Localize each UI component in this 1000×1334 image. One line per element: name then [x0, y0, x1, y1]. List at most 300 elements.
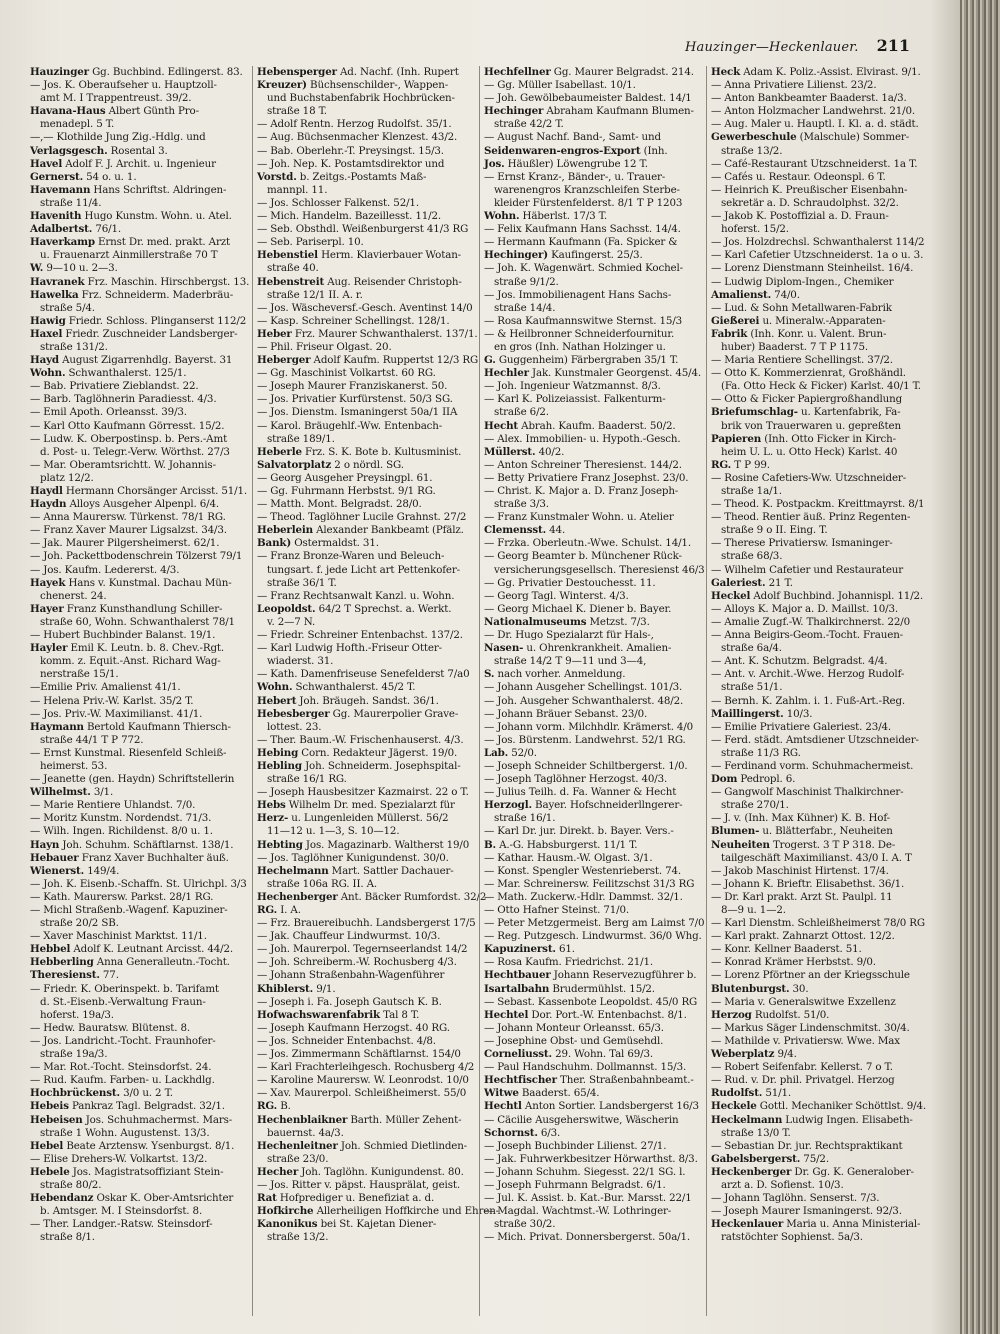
directory-entry-line: — Jos. Taglöhner Kunigundenst. 30/0. — [257, 851, 449, 864]
directory-entry-line: — Bab. Privatiere Zieblandst. 22. — [30, 380, 199, 393]
directory-entry-line: Kreuzer) Büchsenschilder-, Wappen- — [257, 79, 449, 92]
directory-entry-line: komm. z. Equit.-Anst. Richard Wag- — [40, 655, 221, 668]
directory-entry-line: — Kathar. Hausm.-W. Olgast. 3/1. — [484, 851, 653, 864]
directory-entry-line: Hechler Jak. Kunstmaler Georgenst. 45/4. — [484, 367, 702, 380]
directory-entry-line: — Jos. Wäscheversf.-Gesch. Aventinst 14/0 — [257, 301, 473, 314]
directory-entry-line: ratstöchter Sophienst. 5a/3. — [721, 1231, 863, 1244]
directory-entry-line: straße 20/2 SB. — [40, 917, 119, 930]
directory-entry-line: — Rosa Kaufm. Friedrichst. 21/1. — [484, 956, 654, 969]
directory-entry-line: Hechenleitner Joh. Schmied Dietlinden- — [257, 1139, 468, 1152]
directory-entry-line: Nasen- u. Ohrenkrankheit. Amalien- — [484, 642, 672, 655]
directory-entry-line: — Joseph Buchbinder Lilienst. 27/1. — [484, 1139, 667, 1152]
directory-entry-line: — Jakob Maschinist Hirtenst. 17/4. — [711, 864, 889, 877]
directory-entry-line: straße 36/1 T. — [267, 576, 337, 589]
directory-entry-line: Hochbrückenst. 3/0 u. 2 T. — [30, 1087, 173, 1100]
directory-entry-line: — Friedr. K. Oberinspekt. b. Tarifamt — [30, 982, 219, 995]
directory-entry-line: — Bab. Oberlehr.-T. Preysingst. 15/3. — [257, 144, 444, 157]
directory-entry-line: — Franz Bronze-Waren und Beleuch- — [257, 550, 445, 563]
column-2 — [252, 66, 499, 1316]
directory-entry-line: — Betty Privatiere Franz Josephst. 23/0. — [484, 471, 689, 484]
directory-entry-line: — Maria v. Generalswitwe Exzellenz — [711, 995, 896, 1008]
directory-entry-line: straße 80/2. — [40, 1178, 102, 1191]
directory-entry-line: Hebel Beate Arztensw. Ysenburgst. 8/1. — [30, 1139, 235, 1152]
directory-entry-line: und Buchstabenfabrik Hochbrücken- — [267, 92, 455, 105]
directory-entry-line: Hebesberger Gg. Maurerpolier Grave- — [257, 707, 459, 720]
directory-entry-line: Heckenberger Dr. Gg. K. Generalober- — [711, 1165, 914, 1178]
directory-entry-line: — Peter Metzgermeist. Berg am Laimst 7/0 — [484, 917, 705, 930]
directory-entry-line: — Maria Rentiere Schellingst. 37/2. — [711, 354, 893, 367]
directory-entry-line: — Rud. v. Dr. phil. Privatgel. Herzog — [711, 1074, 895, 1087]
directory-entry-line: platz 12/2. — [40, 471, 94, 484]
directory-entry-line: — Joseph Taglöhner Herzogst. 40/3. — [484, 773, 668, 786]
directory-entry-line: — Konr. Kellner Baaderst. 51. — [711, 943, 862, 956]
directory-entry-line: straße 42/2 T. — [494, 118, 564, 131]
directory-entry-line: Hofwachswarenfabrik Tal 8 T. — [257, 1008, 420, 1021]
directory-entry-line: Herzog Rudolfst. 51/0. — [711, 1008, 830, 1021]
directory-entry-line: Leopoldst. 64/2 T Sprechst. a. Werkt. — [257, 602, 452, 615]
directory-entry-line: Havana-Haus Albert Günth Pro- — [30, 105, 199, 118]
directory-entry-line: — Joseph Maurer Franziskanerst. 50. — [257, 380, 448, 393]
directory-entry-line: Hebs Wilhelm Dr. med. Spezialarzt für — [257, 799, 455, 812]
directory-entry-line: Neuheiten Trogerst. 3 T P 318. De- — [711, 838, 896, 851]
directory-entry-line: — Gg. Maschinist Volkartst. 60 RG. — [257, 367, 436, 380]
directory-entry-line: sekretär a. D. Schraudolphst. 32/2. — [721, 196, 899, 209]
directory-entry-line: — Emilie Privatiere Galeriest. 23/4. — [711, 720, 892, 733]
directory-entry-line: — Michl Straßenb.-Wagenf. Kapuziner- — [30, 904, 228, 916]
directory-entry-line: — Joseph Kaufmann Herzogst. 40 RG. — [257, 1021, 450, 1034]
directory-entry-line: Heckel Adolf Buchbind. Johannispl. 11/2. — [711, 589, 924, 602]
directory-entry-line: — Mathilde v. Privatiersw. Wwe. Max — [711, 1034, 900, 1047]
directory-entry-line: — Ther. Baum.-W. Frischenhauserst. 4/3. — [257, 733, 464, 746]
directory-entry-line: RG. I. A. — [257, 904, 301, 916]
directory-entry-line: — Theod. K. Postpackm. Kreittmayrst. 8/1 — [711, 498, 925, 511]
directory-entry-line: lottest. 23. — [267, 720, 322, 733]
directory-columns — [30, 66, 925, 1316]
directory-entry-line: — Jos. Priv.-W. Maximilianst. 41/1. — [30, 707, 203, 720]
directory-entry-line: Bank) Ostermaldst. 31. — [257, 537, 379, 550]
directory-entry-line: — Johann Taglöhn. Senserst. 7/3. — [711, 1192, 880, 1205]
directory-entry-line: Heberger Adolf Kaufm. Ruppertst 12/3 RG — [257, 354, 479, 367]
directory-entry-line: tungsart. f. jede Licht art Pettenkofer- — [267, 563, 460, 576]
directory-entry-line: — Rud. Kaufm. Farben- u. Lackhdlg. — [30, 1074, 215, 1087]
directory-entry-line: Herzogl. Bayer. Hofschneiderllngerer- — [484, 799, 683, 812]
directory-entry-line: — Franz Xaver Maurer Ligsalzst. 34/3. — [30, 524, 227, 537]
directory-entry-line: Papieren (Inh. Otto Ficker in Kirch- — [711, 432, 896, 445]
directory-entry-line: versicherungsgesellsch. Theresienst 46/3 — [494, 563, 705, 576]
directory-entry-line: kleider Fürstenfelderst. 8/1 T P 1203 — [494, 196, 683, 209]
directory-entry-line: S. nach vorher. Anmeldung. — [484, 668, 626, 681]
directory-entry-line: Gabelsbergerst. 75/2. — [711, 1152, 829, 1165]
directory-entry-line: straße 44/1 T P 772. — [40, 733, 144, 746]
directory-entry-line: — Cäcilie Ausgeherswitwe, Wäscherin — [484, 1113, 679, 1126]
directory-entry-line: Heck Adam K. Poliz.-Assist. Elvirast. 9/1. — [711, 66, 921, 78]
directory-entry-line: Hebting Jos. Magazinarb. Waltherst 19/0 — [257, 838, 470, 851]
directory-entry-line: — Ernst Kunstmal. Riesenfeld Schleiß- — [30, 746, 227, 759]
directory-entry-line: — Lorenz Pförtner an der Kriegsschule — [711, 969, 910, 982]
directory-entry-line: Wienerst. 149/4. — [30, 864, 120, 877]
directory-entry-line: Herz- u. Lungenleiden Müllerst. 56/2 — [257, 812, 449, 825]
directory-entry-line: straße 16/1 RG. — [267, 773, 347, 786]
directory-entry-line: Isartalbahn Brudermühlst. 15/2. — [484, 982, 655, 995]
column-4 — [706, 66, 925, 1316]
directory-entry-line: straße 13/2. — [267, 1231, 329, 1244]
directory-entry-line: Hebauer Franz Xaver Buchhalter äuß. — [30, 851, 229, 864]
directory-entry-line: — Karl Cafetier Utzschneiderst. 1a o u. 3. — [711, 249, 924, 262]
directory-entry-line: heimerst. 53. — [40, 759, 108, 772]
directory-entry-line: — Mich. Privat. Donnersbergerst. 50a/1. — [484, 1231, 691, 1244]
directory-entry-line: straße 51/1. — [721, 681, 783, 694]
directory-entry-line: Fabrik (Inh. Konr. u. Valent. Brun- — [711, 327, 887, 340]
directory-entry-line: u. Frauenarzt Ainmillerstraße 70 T — [40, 249, 218, 262]
directory-entry-line: —,— Klothilde Jung Zig.-Hdlg. und — [30, 131, 206, 144]
directory-entry-line: Theresienst. 77. — [30, 969, 119, 982]
directory-entry-line: Hebenstiel Herm. Klavierbauer Wotan- — [257, 249, 462, 262]
directory-entry-line: — Hermann Kaufmann (Fa. Spicker & — [484, 236, 678, 249]
directory-entry-line: — Theod. Rentier äuß. Prinz Regenten- — [711, 511, 911, 524]
directory-entry-line: — Franz Rechtsanwalt Kanzl. u. Wohn. — [257, 589, 455, 602]
directory-entry-line: straße 270/1. — [721, 799, 789, 812]
directory-entry-line: — Theod. Taglöhner Lucile Grahnst. 27/2 — [257, 511, 467, 524]
directory-entry-line: — Marie Rentiere Uhlandst. 7/0. — [30, 799, 196, 812]
directory-entry-line: Hechenblaikner Barth. Müller Zehent- — [257, 1113, 462, 1126]
directory-entry-line: Rat Hofprediger u. Benefiziat a. d. — [257, 1192, 435, 1205]
directory-entry-line: straße 30/2. — [494, 1218, 556, 1231]
directory-entry-line: Wohn. Schwanthalerst. 125/1. — [30, 367, 187, 380]
directory-entry-line: warenengros Kranzschleifen Sterbe- — [494, 183, 680, 196]
directory-entry-line: straße 68/3. — [721, 550, 783, 563]
directory-entry-line: — Mar. Oberamtsrichtt. W. Johannis- — [30, 458, 216, 471]
directory-entry-line: — J. v. (Inh. Max Kühner) K. B. Hof- — [711, 812, 890, 825]
directory-entry-line: Seidenwaren-engros-Export (Inh. — [484, 144, 668, 157]
directory-entry-line: Hebendanz Oskar K. Ober-Amtsrichter — [30, 1192, 234, 1205]
directory-entry-line: — Jul. K. Assist. b. Kat.-Bur. Marsst. 22/1 — [484, 1192, 692, 1205]
directory-entry-line: — Jos. Holzdrechsl. Schwanthalerst 114/2 — [711, 236, 925, 249]
directory-entry-line: — Markus Säger Lindenschmitst. 30/4. — [711, 1021, 910, 1034]
directory-entry-line: — Karl Ludwig Hofth.-Friseur Otter- — [257, 642, 442, 655]
directory-entry-line: Hebeis Pankraz Tagl. Belgradst. 32/1. — [30, 1100, 225, 1113]
directory-entry-line: — Reg. Putzgesch. Lindwurmst. 36/0 Whg. — [484, 930, 702, 943]
directory-entry-line: — Jeanette (gen. Haydn) Schriftstellerin — [30, 773, 235, 786]
directory-entry-line: Hechtl Anton Sortier. Landsbergerst 16/3 — [484, 1100, 699, 1113]
directory-entry-line: Hayek Hans v. Kunstmal. Dachau Mün- — [30, 576, 232, 589]
directory-entry-line: — Mar. Rot.-Tocht. Steinsdorfst. 24. — [30, 1061, 212, 1074]
running-head: Hauzinger—Heckenlauer. — [684, 40, 859, 55]
directory-entry-line: Witwe Baaderst. 65/4. — [484, 1087, 600, 1100]
directory-entry-line: straße 12/1 II. A. r. — [267, 288, 363, 301]
directory-entry-line: — Georg Tagl. Winterst. 4/3. — [484, 589, 629, 602]
directory-entry-line: — Aug. Maler u. Hauptl. I. Kl. a. d. städt. — [711, 118, 919, 131]
directory-entry-line: straße 19a/3. — [40, 1048, 108, 1061]
directory-entry-line: — Friedr. Schreiner Entenbachst. 137/2. — [257, 629, 463, 642]
directory-entry-line: — Ther. Landger.-Ratsw. Steinsdorf- — [30, 1218, 213, 1231]
directory-entry-line: Schornst. 6/3. — [484, 1126, 561, 1139]
directory-entry-line: — Anna Maurersw. Türkenst. 78/1 RG. — [30, 511, 226, 524]
directory-entry-line: Hechtbauer Johann Reservezugführer b. — [484, 969, 697, 982]
directory-entry-line: — Joh. Maurerpol. Tegernseerlandst 14/2 — [257, 943, 468, 956]
directory-entry-line: Hechfellner Gg. Maurer Belgradst. 214. — [484, 66, 694, 78]
directory-entry-line: tailgeschäft Maximilianst. 43/0 I. A. T — [721, 851, 912, 864]
directory-entry-line: straße 60, Wohn. Schwanthalerst 78/1 — [40, 615, 235, 628]
directory-entry-line: — Robert Seifenfabr. Kellerst. 7 o T. — [711, 1061, 893, 1074]
directory-entry-line: straße 14/4. — [494, 301, 556, 314]
directory-entry-line: — Anna Beigirs-Geom.-Tocht. Frauen- — [711, 629, 904, 642]
directory-entry-line: Hayer Franz Kunsthandlung Schiller- — [30, 602, 223, 615]
directory-entry-line: — Anton Schreiner Theresienst. 144/2. — [484, 458, 682, 471]
directory-entry-line: Hauzinger Gg. Buchbind. Edlingerst. 83. — [30, 66, 243, 78]
directory-entry-line: Hebling Joh. Schneiderm. Josephspital- — [257, 759, 461, 772]
directory-entry-line: Hechelmann Mart. Sattler Dachauer- — [257, 864, 454, 877]
directory-entry-line: Heber Frz. Maurer Schwanthalerst. 137/1. — [257, 327, 478, 340]
directory-entry-line: — Alloys K. Major a. D. Maillst. 10/3. — [711, 602, 899, 615]
directory-entry-line: straße 40. — [267, 262, 319, 275]
directory-entry-line: straße 8/1. — [40, 1231, 95, 1244]
directory-entry-line: — Christ. K. Major a. D. Franz Joseph- — [484, 485, 679, 497]
directory-entry-line: 8—9 u. 1—2. — [721, 904, 786, 916]
directory-entry-line: — Elise Drehers-W. Volkartst. 13/2. — [30, 1152, 208, 1165]
directory-entry-line: — Jak. Maurer Pilgersheimerst. 62/1. — [30, 537, 220, 550]
directory-entry-line: Heberlein Alexander Bankbeamt (Pfälz. — [257, 524, 464, 537]
directory-entry-line: — Ernst Kranz-, Bänder-, u. Trauer- — [484, 170, 666, 183]
directory-entry-line: — Anton Bankbeamter Baaderst. 1a/3. — [711, 92, 907, 105]
directory-entry-line: — Karol. Bräugehlf.-Ww. Entenbach- — [257, 419, 443, 432]
directory-entry-line: — Georg Michael K. Diener b. Bayer. — [484, 602, 672, 615]
directory-entry-line: Hebensperger Ad. Nachf. (Inh. Rupert — [257, 66, 459, 78]
book-spine-edge — [960, 0, 1000, 1334]
directory-entry-line: Hechtfischer Ther. Straßenbahnbeamt.- — [484, 1074, 694, 1087]
directory-entry-line: — Heinrich K. Preußischer Eisenbahn- — [711, 183, 908, 196]
directory-entry-line: — Jak. Fuhrwerkbesitzer Hörwarthst. 8/3. — [484, 1152, 698, 1165]
directory-entry-line: — Emil Apoth. Orleansst. 39/3. — [30, 406, 187, 419]
directory-entry-line: — Ant. v. Archit.-Wwe. Herzog Rudolf- — [711, 668, 905, 681]
directory-entry-line: — Adolf Rentn. Herzog Rudolfst. 35/1. — [257, 118, 452, 131]
directory-entry-line: — Joh. Nep. K. Postamtsdirektor und — [257, 157, 445, 170]
directory-entry-line: Blutenburgst. 30. — [711, 982, 809, 995]
directory-entry-line: — Wilhelm Cafetier und Restaurateur — [711, 563, 904, 576]
directory-entry-line: Hayler Emil K. Leutn. b. 8. Chev.-Rgt. — [30, 642, 225, 655]
directory-entry-line: Nationalmuseums Metzst. 7/3. — [484, 615, 650, 628]
directory-entry-line: — Karl Dr. jur. Direkt. b. Bayer. Vers.- — [484, 825, 674, 838]
directory-entry-line: — Joh. Schreiberm.-W. Rochusberg 4/3. — [257, 956, 457, 969]
directory-entry-line: — Jos. Bürstenm. Landwehrst. 52/1 RG. — [484, 733, 686, 746]
directory-entry-line: en gros (Inh. Nathan Holzinger u. — [494, 340, 666, 353]
directory-entry-line: — Frzka. Oberleutn.-Wwe. Schulst. 14/1. — [484, 537, 691, 550]
directory-entry-line: — Gg. Müller Isabellast. 10/1. — [484, 79, 636, 92]
directory-entry-line: — Joh. Ingenieur Watzmannst. 8/3. — [484, 380, 661, 393]
directory-entry-line: huber) Baaderst. 7 T P 1175. — [721, 340, 869, 353]
directory-entry-line: straße 6/2. — [494, 406, 549, 419]
directory-entry-line: — Johann Monteur Orleansst. 65/3. — [484, 1021, 664, 1034]
directory-entry-line: — Sebastian Dr. jur. Rechtspraktikant — [711, 1139, 903, 1152]
directory-entry-line: straße 14/2 T 9—11 und 3—4, — [494, 655, 647, 668]
directory-entry-line: — Therese Privatiersw. Ismaninger- — [711, 537, 893, 550]
directory-entry-line: Salvatorplatz 2 o nördl. SG. — [257, 458, 404, 471]
directory-entry-line: — Joh. K. Wagenwärt. Schmied Kochel- — [484, 262, 683, 275]
directory-entry-line: Kapuzinerst. 61. — [484, 943, 575, 956]
directory-entry-line: — Julius Teilh. d. Fa. Wanner & Hecht — [484, 786, 677, 799]
directory-entry-line: Hayn Joh. Schuhm. Schäftlarnst. 138/1. — [30, 838, 234, 851]
directory-entry-line: straße 131/2. — [40, 340, 108, 353]
directory-entry-line: — Amalie Zugf.-W. Thalkirchnerst. 22/0 — [711, 615, 911, 628]
directory-entry-line: Wohn. Schwanthalerst. 45/2 T. — [257, 681, 416, 694]
directory-entry-line: — Joseph Schneider Schiltbergerst. 1/0. — [484, 759, 688, 772]
directory-entry-line: — Georg Ausgeher Preysingpl. 61. — [257, 471, 433, 484]
directory-entry-line: — Kasp. Schreiner Schellingst. 128/1. — [257, 314, 450, 327]
directory-entry-line: — Jakob K. Postoffizial a. D. Fraun- — [711, 210, 889, 223]
directory-entry-line: — & Heilbronner Schneiderfournitur. — [484, 327, 675, 340]
directory-entry-line: Kanonikus bei St. Kajetan Diener- — [257, 1218, 437, 1231]
directory-entry-line: — Ferd. städt. Amtsdiener Utzschneider- — [711, 733, 919, 746]
directory-entry-line: — Otto K. Kommerzienrat, Großhändl. — [711, 367, 906, 380]
directory-entry-line: — Karl Dienstm. Schleißheimerst 78/0 RG — [711, 917, 925, 930]
directory-entry-line: Haxel Friedr. Zuschneider Landsberger- — [30, 327, 238, 340]
directory-entry-line: straße 5/4. — [40, 301, 95, 314]
directory-entry-line: — Karl K. Polizeiassist. Falkenturm- — [484, 393, 666, 406]
directory-entry-line: — Aug. Büchsenmacher Klenzest. 43/2. — [257, 131, 458, 144]
directory-entry-line: straße 106a RG. II. A. — [267, 877, 378, 890]
directory-entry-line: Blumen- u. Blätterfabr., Neuheiten — [711, 825, 893, 838]
directory-entry-line: straße 11/4. — [40, 196, 102, 209]
directory-entry-line: — Hedw. Bauratsw. Blütenst. 8. — [30, 1021, 190, 1034]
directory-entry-line: — Xaver Maschinist Marktst. 11/1. — [30, 930, 207, 943]
directory-entry-line: — Math. Zuckerw.-Hdlr. Dammst. 32/1. — [484, 890, 683, 903]
directory-entry-line: — Franz Kunstmaler Wohn. u. Atelier — [484, 511, 674, 524]
directory-entry-line: Heckenlauer Maria u. Anna Ministerial- — [711, 1218, 921, 1231]
directory-entry-line: — Gangwolf Maschinist Thalkirchner- — [711, 786, 904, 799]
directory-entry-line: — Phil. Friseur Olgast. 20. — [257, 340, 392, 353]
directory-entry-line: — Jos. Immobilienagent Hans Sachs- — [484, 288, 672, 301]
directory-entry-line: straße 1 Wohn. Augustenst. 13/3. — [40, 1126, 210, 1139]
directory-entry-line: — Matth. Mont. Belgradst. 28/0. — [257, 498, 422, 511]
directory-entry-line: Khiblerst. 9/1. — [257, 982, 336, 995]
directory-entry-line: — Xav. Maurerpol. Schleißheimerst. 55/0 — [257, 1087, 467, 1100]
directory-entry-line: Galeriest. 21 T. — [711, 576, 793, 589]
directory-entry-line: Wohn. Häberlst. 17/3 T. — [484, 210, 607, 223]
directory-entry-line: Hechtel Dor. Port.-W. Entenbachst. 8/1. — [484, 1008, 687, 1021]
directory-entry-line: (Fa. Otto Heck & Ficker) Karlst. 40/1 T. — [721, 380, 921, 393]
directory-entry-line: straße 1a/1. — [721, 485, 782, 497]
column-1 — [30, 66, 250, 1316]
directory-entry-line: straße 189/1. — [267, 432, 335, 445]
directory-entry-line: — Jos. Zimmermann Schäftlarnst. 154/0 — [257, 1048, 461, 1061]
directory-entry-line: b. Amtsger. M. I Steinsdorfst. 8. — [40, 1205, 203, 1218]
directory-entry-line: — Moritz Kunstm. Nordendst. 71/3. — [30, 812, 212, 825]
directory-entry-line: — Hubert Buchbinder Balanst. 19/1. — [30, 629, 216, 642]
directory-entry-line: — Rosine Cafetiers-Ww. Utzschneider- — [711, 471, 907, 484]
directory-entry-line: nerstraße 15/1. — [40, 668, 119, 681]
directory-entry-line: Lab. 52/0. — [484, 746, 537, 759]
directory-entry-line: — Karl Frachterleihgesch. Rochusberg 4/2 — [257, 1061, 475, 1074]
directory-entry-line: d. Post- u. Telegr.-Verw. Wörthst. 27/3 — [40, 445, 230, 458]
directory-entry-line: Heckele Gottl. Mechaniker Schöttlst. 9/4. — [711, 1100, 927, 1113]
directory-entry-line: Briefumschlag- u. Kartenfabrik, Fa- — [711, 406, 901, 419]
directory-entry-line: Hebbel Adolf K. Leutnant Arcisst. 44/2. — [30, 943, 233, 956]
directory-entry-line: 11—12 u. 1—3, S. 10—12. — [267, 825, 400, 838]
directory-entry-line: — Felix Kaufmann Hans Sachsst. 14/4. — [484, 223, 681, 236]
directory-entry-line: Hecht Abrah. Kaufm. Baaderst. 50/2. — [484, 419, 676, 432]
directory-entry-line: straße 23/0. — [267, 1152, 329, 1165]
directory-entry-line: bauernst. 4a/3. — [267, 1126, 344, 1139]
directory-entry-line: Hebenstreit Aug. Reisender Christoph- — [257, 275, 462, 288]
directory-entry-line: — Johann Bräuer Sebanst. 23/0. — [484, 707, 648, 720]
directory-entry-line: — Lorenz Dienstmann Steinheilst. 16/4. — [711, 262, 914, 275]
directory-entry-line: Hechinger) Kaufingerst. 25/3. — [484, 249, 643, 262]
directory-entry-line: — Dr. Karl prakt. Arzt St. Paulpl. 11 — [711, 890, 893, 903]
directory-entry-line: RG. B. — [257, 1100, 291, 1113]
directory-entry-line: — Ludw. K. Oberpostinsp. b. Pers.-Amt — [30, 432, 228, 445]
directory-entry-line: — Jak. Chauffeur Lindwurmst. 10/3. — [257, 930, 441, 943]
directory-entry-line: — Johann Ausgeher Schellingst. 101/3. — [484, 681, 683, 694]
directory-entry-line: v. 2—7 N. — [267, 615, 316, 628]
directory-entry-line: — Joseph Hausbesitzer Kazmairst. 22 o T. — [257, 786, 469, 799]
directory-entry-line: Gernerst. 54 o. u. 1. — [30, 170, 137, 183]
directory-entry-line: — Konrad Krämer Herbstst. 9/0. — [711, 956, 876, 969]
directory-entry-line: — Bernh. K. Zahlm. i. 1. Fuß-Art.-Reg. — [711, 694, 906, 707]
directory-entry-line: Hayd August Zigarrenhdlg. Bayerst. 31 — [30, 354, 233, 367]
directory-entry-line: — Jos. Schneider Entenbachst. 4/8. — [257, 1034, 436, 1047]
directory-entry-line: — Cafés u. Restaur. Odeonspl. 6 T. — [711, 170, 886, 183]
directory-entry-line: heim U. L. u. Otto Heck) Karlst. 40 — [721, 445, 898, 458]
column-3 — [479, 66, 705, 1316]
directory-entry-line: — Helena Priv.-W. Karlst. 35/2 T. — [30, 694, 194, 707]
directory-entry-line: Haydl Hermann Chorsänger Arcisst. 51/1. — [30, 485, 247, 497]
directory-entry-line: W. 9—10 u. 2—3. — [30, 262, 118, 275]
directory-entry-line: Hebert Joh. Bräugeh. Sandst. 36/1. — [257, 694, 439, 707]
directory-entry-line: straße 6a/4. — [721, 642, 782, 655]
directory-entry-line: Havranek Frz. Maschin. Hirschbergst. 13. — [30, 275, 250, 288]
directory-entry-line: straße 11/3 RG. — [721, 746, 801, 759]
directory-entry-line: — Wilh. Ingen. Richildenst. 8/0 u. 1. — [30, 825, 213, 838]
directory-entry-line: — Konst. Spengler Westenrieberst. 74. — [484, 864, 682, 877]
directory-entry-line: Rudolfst. 51/1. — [711, 1087, 792, 1100]
directory-entry-line: — Karoline Maurersw. W. Leonrodst. 10/0 — [257, 1074, 469, 1087]
page-header — [40, 36, 910, 60]
directory-entry-line: Hecher Joh. Taglöhn. Kunigundenst. 80. — [257, 1165, 464, 1178]
directory-entry-line: Müllerst. 40/2. — [484, 445, 565, 458]
directory-entry-line: — Anton Holzmacher Landwehrst. 21/0. — [711, 105, 915, 118]
directory-entry-line: — Dr. Hugo Spezialarzt für Hals-, — [484, 629, 654, 642]
directory-entry-line: Amalienst. 74/0. — [711, 288, 800, 301]
directory-entry-line: — Rosa Kaufmannswitwe Sternst. 15/3 — [484, 314, 683, 327]
directory-entry-line: straße 3/3. — [494, 498, 549, 511]
directory-entry-line: — Gg. Fuhrmann Herbstst. 9/1 RG. — [257, 485, 436, 497]
directory-entry-line: — Jos. K. Oberaufseher u. Hauptzoll- — [30, 79, 217, 92]
directory-entry-line: — Jos. Kaufm. Ledererst. 4/3. — [30, 563, 180, 576]
directory-entry-line: — Alex. Immobilien- u. Hypoth.-Gesch. — [484, 432, 681, 445]
directory-entry-line: Heberle Frz. S. K. Bote b. Kultusminist. — [257, 445, 462, 458]
directory-entry-line: — Johann vorm. Milchhdlr. Krämerst. 4/0 — [484, 720, 694, 733]
directory-entry-line: Havemann Hans Schriftst. Aldringen- — [30, 183, 227, 196]
directory-entry-line: — Café-Restaurant Utzschneiderst. 1a T. — [711, 157, 918, 170]
directory-entry-line: Dom Pedropl. 6. — [711, 773, 796, 786]
directory-entry-line: straße 9/1/2. — [494, 275, 559, 288]
directory-entry-line: — Joh. Gewölbebaumeister Baldest. 14/1 — [484, 92, 692, 105]
directory-entry-line: — Paul Handschuhm. Dollmannst. 15/3. — [484, 1061, 687, 1074]
directory-entry-line: straße 13/0 T. — [721, 1126, 791, 1139]
directory-entry-line: Hawelka Frz. Schneiderm. Maderbräu- — [30, 288, 234, 301]
directory-entry-line: B. A.-G. Habsburgerst. 11/1 T. — [484, 838, 638, 851]
directory-entry-line: brik von Trauerwaren u. gepreßten — [721, 419, 901, 432]
directory-entry-line: — Lud. & Sohn Metallwaren-Fabrik — [711, 301, 892, 314]
directory-entry-line: Hofkirche Allerheiligen Hoffkirche und Ehren- — [257, 1205, 499, 1218]
directory-entry-line: G. Guggenheim) Färbergraben 35/1 T. — [484, 354, 679, 367]
directory-entry-line: — Johann Straßenbahn-Wagenführer — [257, 969, 445, 982]
directory-entry-line: Haydn Alloys Ausgeher Alpenpl. 6/4. — [30, 498, 219, 511]
directory-entry-line: — Joh. Packettbodenschrein Tölzerst 79/1 — [30, 550, 243, 563]
directory-entry-line: Vorstd. b. Zeitgs.-Postamts Maß- — [257, 170, 427, 183]
directory-entry-line: Haymann Bertold Kaufmann Thiersch- — [30, 720, 231, 733]
directory-entry-line: arzt a. D. Sofienst. 10/3. — [721, 1178, 844, 1191]
directory-entry-line: — Josephine Obst- und Gemüsehdl. — [484, 1034, 664, 1047]
